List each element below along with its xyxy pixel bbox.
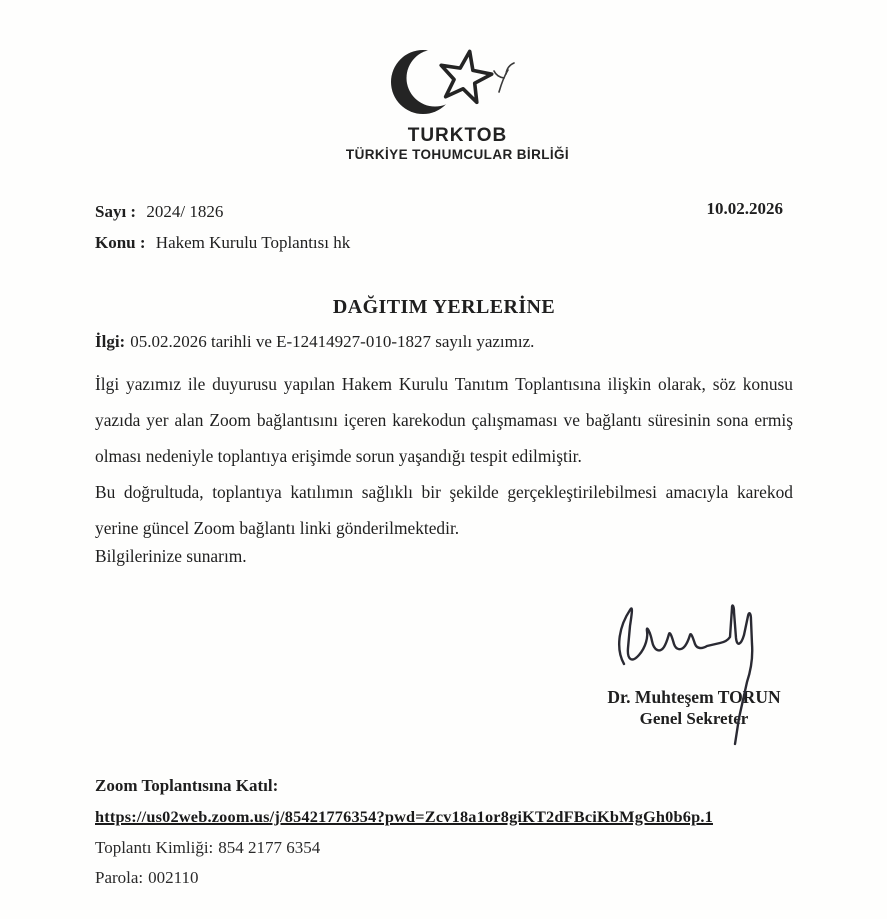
zoom-meeting-link[interactable]: https://us02web.zoom.us/j/85421776354?pwd=Zcv18a1or8giKT2dFBciKbMgGh0b6p.1 xyxy=(95,807,713,826)
document-date: 10.02.2026 xyxy=(706,199,783,218)
meeting-info xyxy=(95,775,793,897)
document-meta xyxy=(95,196,793,258)
org-name: TÜRKİYE TOHUMCULAR BİRLİĞİ xyxy=(345,147,570,162)
sayi-value: 2024/ 1826 xyxy=(146,202,224,221)
reference-line xyxy=(95,330,793,354)
body-paragraph-2: Bu doğrultuda, toplantıya katılımın sağlıklı bir şekilde gerçekleştirilebilmesi amacıyla karekod yerine güncel Zoom bağlantı linki gönderilmektedir. xyxy=(95,482,793,538)
konu-line xyxy=(95,227,793,258)
konu-value: Hakem Kurulu Toplantısı hk xyxy=(155,233,351,252)
meeting-password-line xyxy=(95,867,793,889)
document-title: DAĞITIM YERLERİNE xyxy=(332,296,556,318)
reference-label: İlgi: xyxy=(95,332,126,351)
reference-text: 05.02.2026 tarihli ve E-12414927-010-1827 sayılı yazımız. xyxy=(130,332,535,351)
signatory-title: Genel Sekreter xyxy=(639,709,749,728)
meeting-id-value: 854 2177 6354 xyxy=(218,838,321,857)
meeting-join-label: Zoom Toplantısına Katıl: xyxy=(95,776,279,795)
meeting-id-label: Toplantı Kimliği: xyxy=(95,838,214,857)
signature-block xyxy=(568,598,820,730)
konu-label: Konu : xyxy=(95,233,146,252)
sayi-line xyxy=(95,196,793,227)
meeting-id-line xyxy=(95,837,793,859)
sayi-label: Sayı : xyxy=(95,202,137,221)
closing-line: Bilgilerinize sunarım. xyxy=(95,546,247,566)
meeting-password-label: Parola: xyxy=(95,868,144,887)
letterhead xyxy=(14,40,887,163)
body-paragraph-1: İlgi yazımız ile duyurusu yapılan Hakem Kurulu Tanıtım Toplantısına ilişkin olarak, söz konusu yazıda yer alan Zoom bağlantısını içeren karekodun çalışmaması ve bağlantı süresinin sona ermiş olması nedeniyle toplantıya erişimde sorun yaşandığı tespit edilmiştir. xyxy=(95,374,793,466)
org-acronym: TURKTOB xyxy=(407,125,508,146)
crescent-star-seedling-icon xyxy=(383,40,533,124)
signatory-name: Dr. Muhteşem TORUN xyxy=(607,687,781,707)
meeting-password-value: 002110 xyxy=(148,868,199,887)
